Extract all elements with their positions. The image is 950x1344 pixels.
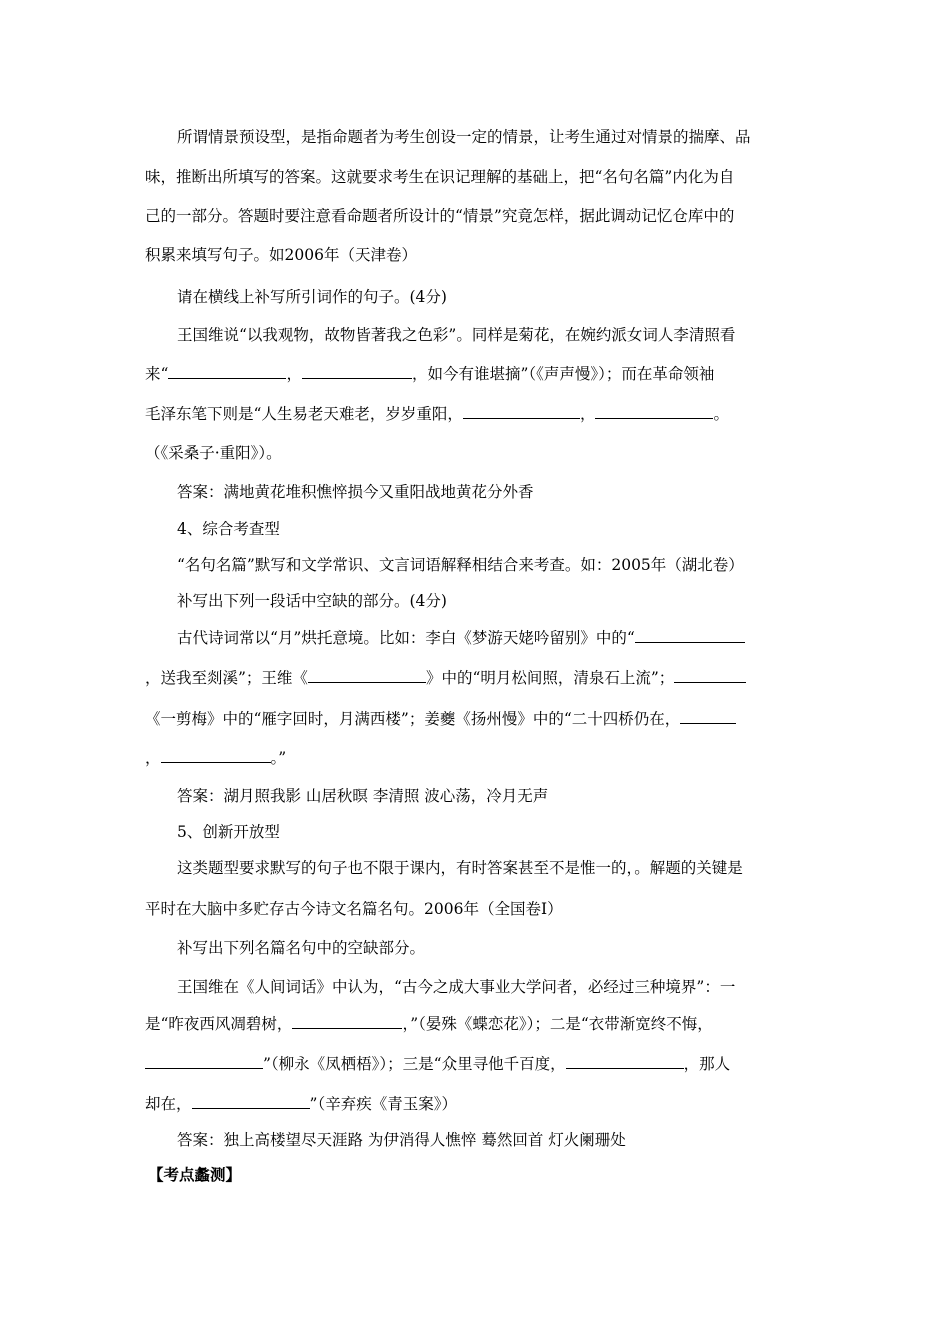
question-text-line: （《采桑子·重阳》）。 [145, 444, 282, 462]
question-text-line: 王国维在《人间词话》中认为，“古今之成大事业大学问者，必经过三种境界”：一 [177, 978, 736, 996]
fill-blank [292, 1014, 402, 1029]
fill-blank [674, 668, 746, 683]
section-description: 平时在大脑中多贮存古今诗文名篇名句。2006年（全国卷Ⅰ） [145, 900, 563, 918]
answer-line: 答案：独上高楼望尽天涯路 为伊消得人憔悴 蓦然回首 灯火阑珊处 [177, 1131, 626, 1149]
answer-line: 答案：湖月照我影 山居秋暝 李清照 波心荡，冷月无声 [177, 787, 549, 805]
fill-blank [595, 404, 713, 419]
question-text-line: 古代诗词常以“月”烘托意境。比如：李白《梦游天姥吟留别》中的“ [177, 628, 805, 648]
answer-line: 答案：满地黄花堆积憔悴损今又重阳战地黄花分外香 [177, 483, 534, 501]
section-title: 5、创新开放型 [177, 823, 280, 841]
question-instruction: 补写出下列名篇名句中的空缺部分。 [177, 939, 426, 957]
fill-blank [168, 364, 286, 379]
fill-blank [308, 668, 426, 683]
question-text-line: ”（柳永《凤栖梧》）；三是“众里寻他千百度， ，那人 [145, 1054, 805, 1074]
question-text-line: 是“昨夜西风凋碧树， ，”（晏殊《蝶恋花》）；二是“衣带渐宽终不悔， [145, 1015, 713, 1033]
fill-blank [635, 628, 745, 643]
paragraph-line: 己的一部分。答题时要注意看命题者所设计的“情景”究竟怎样，据此调动记忆仓库中的 [145, 207, 735, 225]
section-description: 这类题型要求默写的句子也不限于课内，有时答案甚至不是惟一的，。解题的关键是 [177, 859, 743, 877]
fill-blank [463, 404, 580, 419]
fill-blank [145, 1054, 263, 1069]
section-heading: 【考点蠡测】 [148, 1165, 242, 1184]
fill-blank [566, 1054, 684, 1069]
question-text-line: 却在， ”（辛弃疾《青玉案》） [145, 1095, 457, 1113]
fill-blank [302, 364, 412, 379]
question-instruction: 补写出下列一段话中空缺的部分。(4分) [177, 592, 447, 610]
paragraph-line: 味，推断出所填写的答案。这就要求考生在识记理解的基础上，把“名句名篇”内化为自 [145, 168, 735, 186]
question-text-line: 《一剪梅》中的“雁字回时，月满西楼”；姜夔《扬州慢》中的“二十四桥仍在， [145, 709, 805, 729]
section-description: “名句名篇”默写和文学常识、文言词语解释相结合来考查。如：2005年（湖北卷） [177, 556, 744, 574]
fill-blank [161, 748, 271, 763]
question-text-line: ，送我至剡溪”；王维《 》中的“明月松间照，清泉石上流”； [145, 668, 805, 688]
question-text-line: 来“ ， ，如今有谁堪摘”（《声声慢》）；而在革命领袖 [145, 365, 715, 383]
question-text-line: 毛泽东笔下则是“人生易老天难老，岁岁重阳， ， 。 [145, 405, 729, 423]
question-instruction: 请在横线上补写所引词作的句子。(4分) [177, 288, 447, 306]
paragraph-line: 积累来填写句子。如2006年（天津卷） [145, 246, 417, 264]
question-text-line: ， 。” [145, 749, 287, 767]
fill-blank [192, 1094, 310, 1109]
paragraph-line: 所谓情景预设型，是指命题者为考生创设一定的情景，让考生通过对情景的揣摩、品 [177, 128, 751, 146]
fill-blank [680, 709, 736, 724]
question-text-line: 王国维说“以我观物，故物皆著我之色彩”。同样是菊花，在婉约派女词人李清照看 [177, 326, 736, 344]
section-title: 4、综合考查型 [177, 520, 280, 538]
